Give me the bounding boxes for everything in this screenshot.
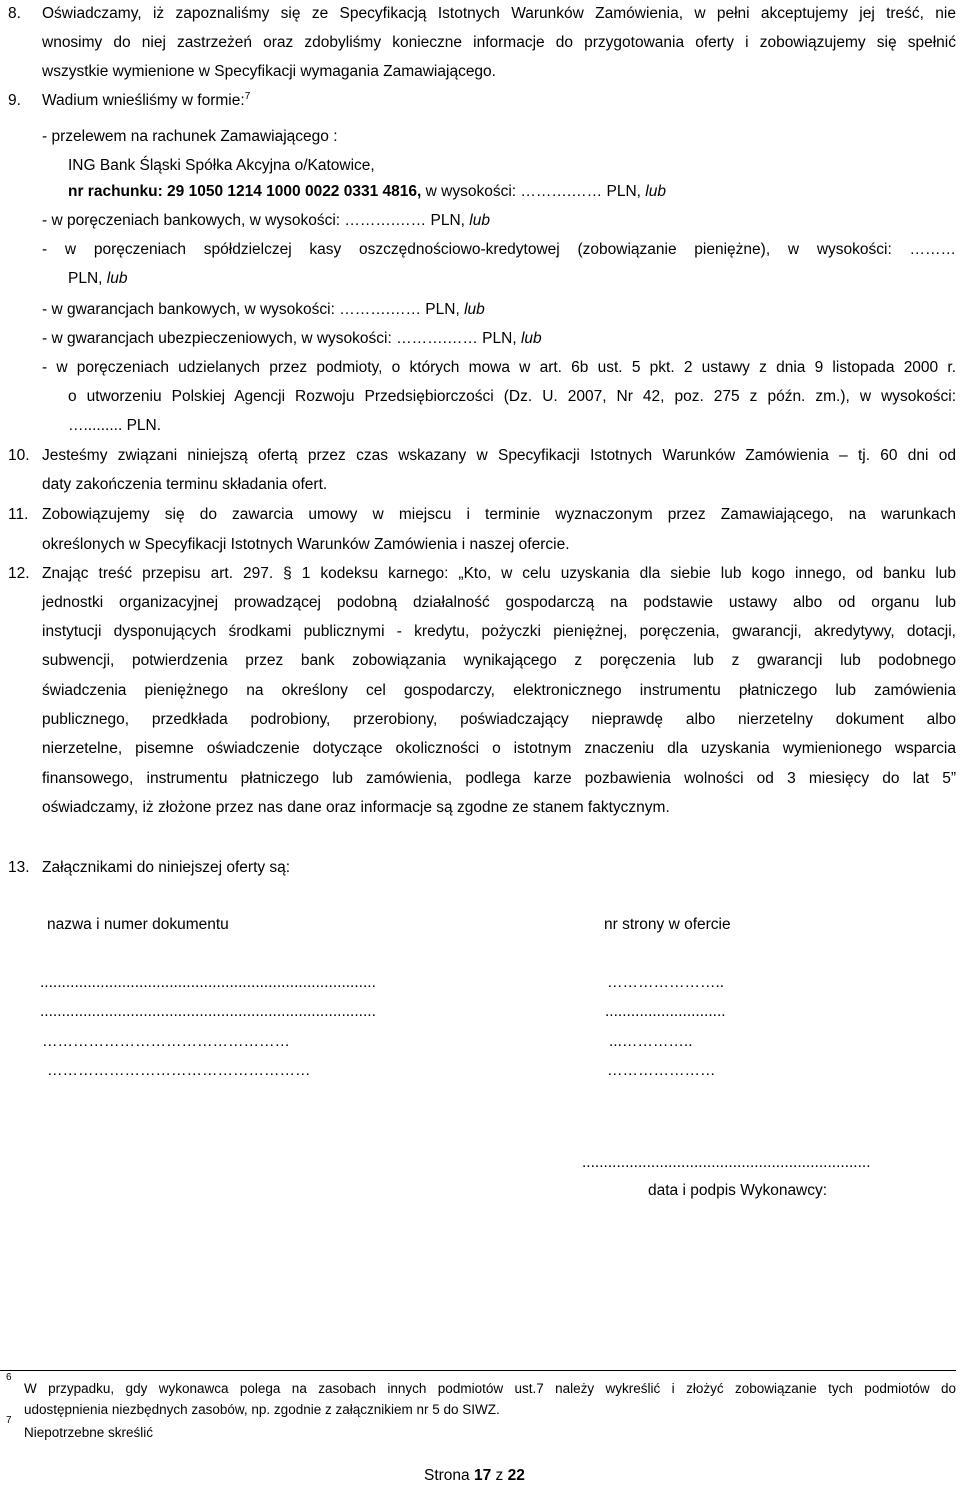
footnote-7-text: Niepotrzebne skreślić (24, 1425, 154, 1440)
item-8-line-3: wszystkie wymienione w Specyfikacji wymagania Zamawiającego. (42, 63, 496, 80)
footnote-ref-7: 7 (244, 91, 251, 102)
account-number: nr rachunku: 29 1050 1214 1000 0022 0331 4816, (68, 183, 422, 200)
item-12-line: świadczenia pieniężnego na określony cel gospodarczy, elektronicznego instrumentu płatniczego lub zamówienia (42, 682, 956, 699)
wadium-insurance-guarantees: - w gwarancjach ubezpieczeniowych, w wysokości: ……….…… PLN, lub (42, 330, 542, 347)
item-13-number: 13. (8, 859, 30, 876)
wadium-transfer: - przelewem na rachunek Zamawiającego : (42, 128, 338, 145)
footnote-7-mark: 7 (6, 1415, 12, 1426)
item-10-line-2: daty zakończenia terminu składania ofert. (42, 476, 328, 493)
item-12-line: nierzetelne, pisemne oświadczenie dotyczące okoliczności o istotnym znaczeniu dla uzyskania wymienionego wsparcia (42, 740, 956, 757)
attachments-col-page: nr strony w ofercie (604, 916, 731, 933)
item-12-line: finansowego, instrumentu płatniczego lub zamówienia, podlega karze pozbawienia wolności od 3 miesięcy do lat 5” (42, 770, 956, 787)
item-8-number: 8. (8, 5, 21, 22)
bank-name: ING Bank Śląski Spółka Akcyjna o/Katowice, (68, 157, 375, 174)
attachment-name-field: …………………………………………… (47, 1062, 311, 1079)
wadium-parp-line-3: …......... PLN. (68, 417, 162, 434)
item-12-line: publicznego, przedkłada podrobiony, przerobiony, poświadczający nieprawdę albo nierzetelny dokument albo (42, 711, 956, 728)
attachment-name-field: ………………………………………… (42, 1033, 290, 1050)
footnote-6-line-1: W przypadku, gdy wykonawca polega na zasobach innych podmiotów ust.7 należy wykreślić i złożyć zobowiązanie tych podmiotów do (24, 1381, 956, 1396)
item-9-number: 9. (8, 92, 21, 109)
signature-label: data i podpis Wykonawcy: (648, 1182, 828, 1199)
item-12-line: Znając treść przepisu art. 297. § 1 kodeksu karnego: „Kto, w celu uzyskania dla siebie lub kogo innego, od banku lub (42, 565, 956, 582)
item-12-number: 12. (8, 565, 30, 582)
wadium-bank-suretyship: - w poręczeniach bankowych, w wysokości: ……….…… PLN, lub (42, 212, 490, 229)
attachments-col-name: nazwa i numer dokumentu (47, 916, 229, 933)
item-12-line: jednostki organizacyjnej prowadzącej podobną działalność gospodarczą na podstawie ustawy albo od organu lub (42, 594, 956, 611)
attachment-name-field: .............................................................................. (40, 974, 376, 991)
attachment-name-field: .............................................................................. (40, 1003, 376, 1020)
wadium-parp-line-2: o utworzeniu Polskiej Agencji Rozwoju Przedsiębiorczości (Dz. U. 2007, Nr 42, poz. 275 z późn. zm.), w wysokości: (68, 388, 956, 405)
page-number: Strona 17 z 22 (424, 1467, 525, 1484)
footnote-6-line-2: udostępnienia niezbędnych zasobów, np. zgodnie z załącznikiem nr 5 do SIWZ. (24, 1402, 500, 1417)
item-12-line: instytucji dysponujących środkami publicznymi - kredytu, pożyczki pieniężnej, poręczenia, gwarancji, akredytywy, dotacji, (42, 623, 956, 640)
item-10-line-1: Jesteśmy związani niniejszą ofertą przez czas wskazany w Specyfikacji Istotnych Warunków Zamówienia – tj. 60 dni od (42, 447, 956, 464)
wadium-credit-union-cont: PLN, lub (68, 270, 128, 287)
footnote-6-mark: 6 (6, 1372, 12, 1383)
attachment-page-field: ………………….. (607, 974, 725, 991)
attachment-page-field: ............................ (605, 1003, 726, 1020)
item-10-number: 10. (8, 447, 30, 464)
bank-account: nr rachunku: 29 1050 1214 1000 0022 0331 4816, w wysokości: ……….…… PLN, lub (68, 183, 666, 200)
item-11-line-1: Zobowiązujemy się do zawarcia umowy w miejscu i terminie wyznaczonym przez Zamawiającego, na warunkach (42, 506, 956, 523)
wadium-credit-union: - w poręczeniach spółdzielczej kasy oszczędnościowo-kredytowej (zobowiązanie pieniężne), w wysokości: ……… (42, 241, 956, 258)
attachment-page-field: ………………… (607, 1062, 716, 1079)
item-8-line-1: Oświadczamy, iż zapoznaliśmy się ze Specyfikacją Istotnych Warunków Zamówienia, w pełni akceptujemy jej treść, nie (42, 5, 956, 22)
wadium-parp-line-1: - w poręczeniach udzielanych przez podmioty, o których mowa w art. 6b ust. 5 pkt. 2 ustawy z dnia 9 listopada 2000 r. (42, 359, 956, 376)
item-13-line-1: Załącznikami do niniejszej oferty są: (42, 859, 291, 876)
item-9-heading: Wadium wnieśliśmy w formie:$^7$ (42, 91, 251, 109)
item-11-number: 11. (8, 506, 29, 523)
footnote-divider (0, 1370, 956, 1371)
attachment-page-field: ...………….. (609, 1033, 693, 1050)
wadium-bank-guarantees: - w gwarancjach bankowych, w wysokości: ……….…… PLN, lub (42, 301, 485, 318)
item-12-line: subwencji, potwierdzenia przez bank zobowiązania wynikającego z poręczenia lub z gwarancji lub podobnego (42, 652, 956, 669)
signature-line: ................................................................... (582, 1154, 871, 1171)
item-8-line-2: wnosimy do niej zastrzeżeń oraz zdobyliśmy konieczne informacje do przygotowania oferty i zobowiązujemy się spełnić (42, 34, 956, 51)
item-12-line: oświadczamy, iż złożone przez nas dane oraz informacje są zgodne ze stanem faktycznym. (42, 799, 670, 816)
item-11-line-2: określonych w Specyfikacji Istotnych Warunków Zamówienia i naszej ofercie. (42, 536, 570, 553)
